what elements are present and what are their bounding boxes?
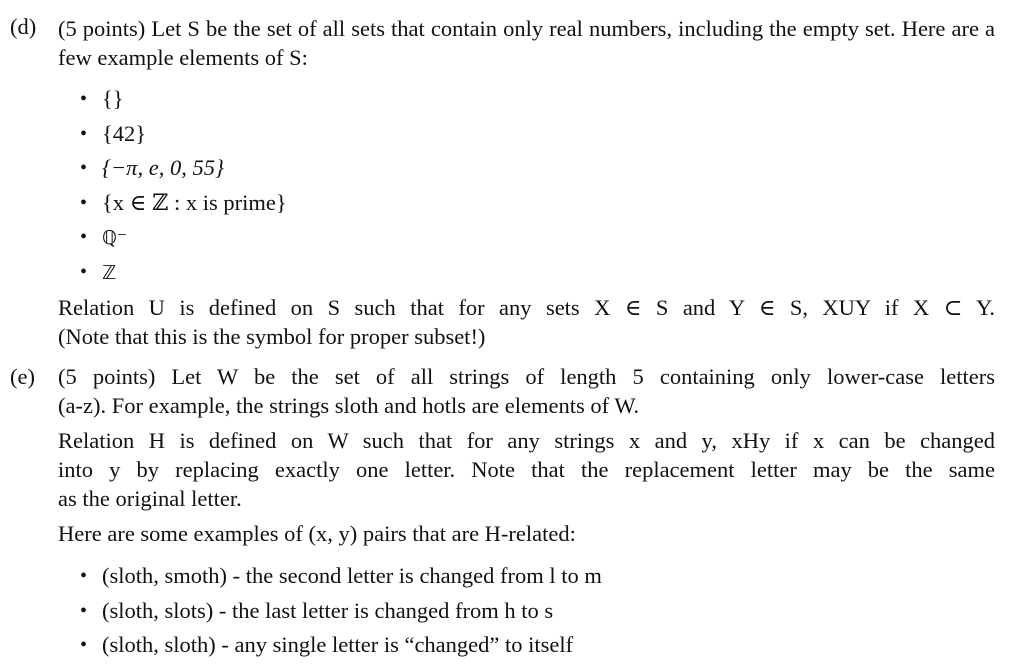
part-e-intro-1: (5 points) Let W be the set of all strings of length 5 containing only lower-case letters — [58, 364, 995, 389]
list-item: • (sloth, slots) - the last letter is changed from h to s — [80, 597, 554, 623]
part-d — [10, 14, 995, 72]
list-item: • {x ∈ ℤ : x is prime} — [80, 189, 287, 215]
part-e-label: (e) — [10, 364, 35, 389]
part-d-label: (d) — [10, 14, 37, 39]
list-item: • ℚ⁻ — [80, 226, 127, 249]
list-item: • (sloth, sloth) - any single letter is “changed” to itself — [80, 632, 574, 657]
list-item: • {42} — [80, 120, 147, 146]
part-e-relation-2: into y by replacing exactly one letter. Note that the replacement letter may be the same — [58, 457, 995, 482]
list-item: • ℤ — [80, 260, 117, 284]
part-d-relation: Relation U is defined on S such that for any sets X ∈ S and Y ∈ S, XUY if X ⊂ Y. — [58, 295, 995, 320]
part-e-examples-intro: Here are some examples of (x, y) pairs that are H-related: — [58, 521, 576, 546]
list-item: • {} — [80, 86, 124, 111]
part-d-example-list — [80, 84, 287, 291]
list-item: • (sloth, smoth) - the second letter is changed from l to m — [80, 563, 602, 588]
part-d-intro: (5 points) Let S be the set of all sets that contain only real numbers, including the empty set. Here are a few example elements of S: — [58, 16, 995, 70]
part-e-relation-1: Relation H is defined on W such that for any strings x and y, xHy if x can be changed — [58, 428, 995, 453]
part-e-pair-list — [80, 561, 602, 665]
part-e-intro-2: (a-z). For example, the strings sloth and hotls are elements of W. — [58, 393, 640, 418]
part-e-relation-3: as the original letter. — [58, 486, 242, 511]
part-d-note: (Note that this is the symbol for proper subset!) — [58, 324, 486, 349]
list-item: • {−π, e, 0, 55} — [80, 155, 224, 180]
